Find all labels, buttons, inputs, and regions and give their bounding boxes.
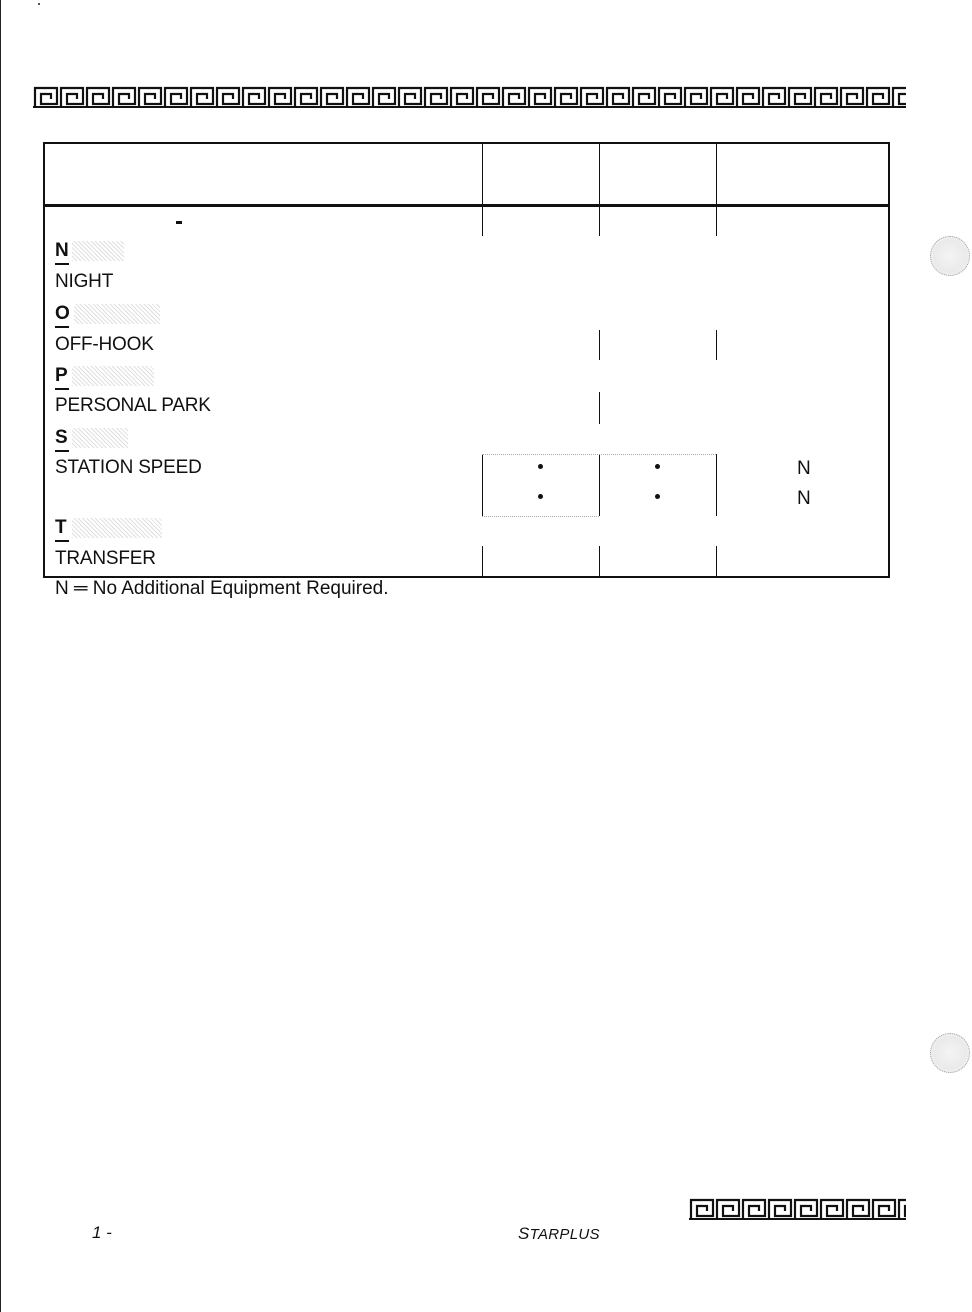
column-divider-1-segment [482, 454, 483, 516]
column-divider-2 [599, 142, 600, 205]
availability-dot [538, 464, 543, 469]
faded-heading [72, 428, 128, 448]
section-letter-underline [55, 388, 69, 390]
section-letter-s: S [55, 427, 68, 448]
feature-label: PERSONAL PARK [55, 395, 211, 416]
brand-initial: S [518, 1224, 530, 1243]
faded-heading [72, 241, 124, 261]
faded-heading [74, 304, 160, 324]
column-divider-1 [482, 142, 483, 205]
section-letter-o: O [55, 303, 70, 324]
feature-label: NIGHT [55, 271, 114, 292]
section-letter-underline [55, 540, 69, 542]
page-number: 1 - [92, 1223, 112, 1242]
section-letter-t: T [55, 517, 67, 538]
column-divider-2-segment [599, 206, 600, 236]
bottom-greek-key-border [689, 1198, 906, 1220]
binder-hole [930, 1033, 970, 1073]
faint-row-rule [482, 516, 599, 517]
availability-dot [538, 494, 543, 499]
page-left-rule [0, 0, 1, 1312]
column-divider-2-segment [599, 330, 600, 360]
column-divider-3-segment [716, 330, 717, 360]
column-divider-1-segment [482, 206, 483, 236]
column-divider-3-segment [716, 454, 717, 516]
column-divider-1-segment [482, 546, 483, 578]
column-divider-2-segment [599, 392, 600, 424]
faint-row-rule [482, 454, 716, 455]
faded-heading [72, 518, 162, 538]
column-divider-2-segment [599, 454, 600, 516]
faded-heading [72, 366, 154, 386]
feature-table [43, 142, 890, 578]
binder-hole [930, 236, 970, 276]
section-letter-n: N [55, 240, 69, 261]
availability-dot [655, 494, 660, 499]
no-equipment-mark: N [797, 458, 811, 479]
feature-label: OFF-HOOK [55, 334, 154, 355]
column-divider-3 [716, 142, 717, 205]
brand-rest: TARPLUS [529, 1226, 600, 1243]
table-header-rule [43, 204, 890, 207]
column-divider-3-segment [716, 546, 717, 578]
feature-label: STATION SPEED [55, 457, 202, 478]
table-footnote: N ═ No Additional Equipment Required. [55, 578, 389, 599]
dash-mark [176, 221, 182, 224]
feature-label: TRANSFER [55, 548, 156, 569]
product-name [518, 1224, 600, 1245]
scan-speck [38, 3, 40, 5]
column-divider-3-segment [716, 206, 717, 236]
section-letter-underline [55, 450, 69, 452]
section-letter-p: P [55, 365, 68, 386]
section-letter-underline [55, 326, 69, 328]
section-letter-underline [55, 263, 69, 265]
availability-dot [655, 464, 660, 469]
top-greek-key-border [33, 86, 906, 108]
no-equipment-mark: N [797, 488, 811, 509]
column-divider-2-segment [599, 546, 600, 578]
